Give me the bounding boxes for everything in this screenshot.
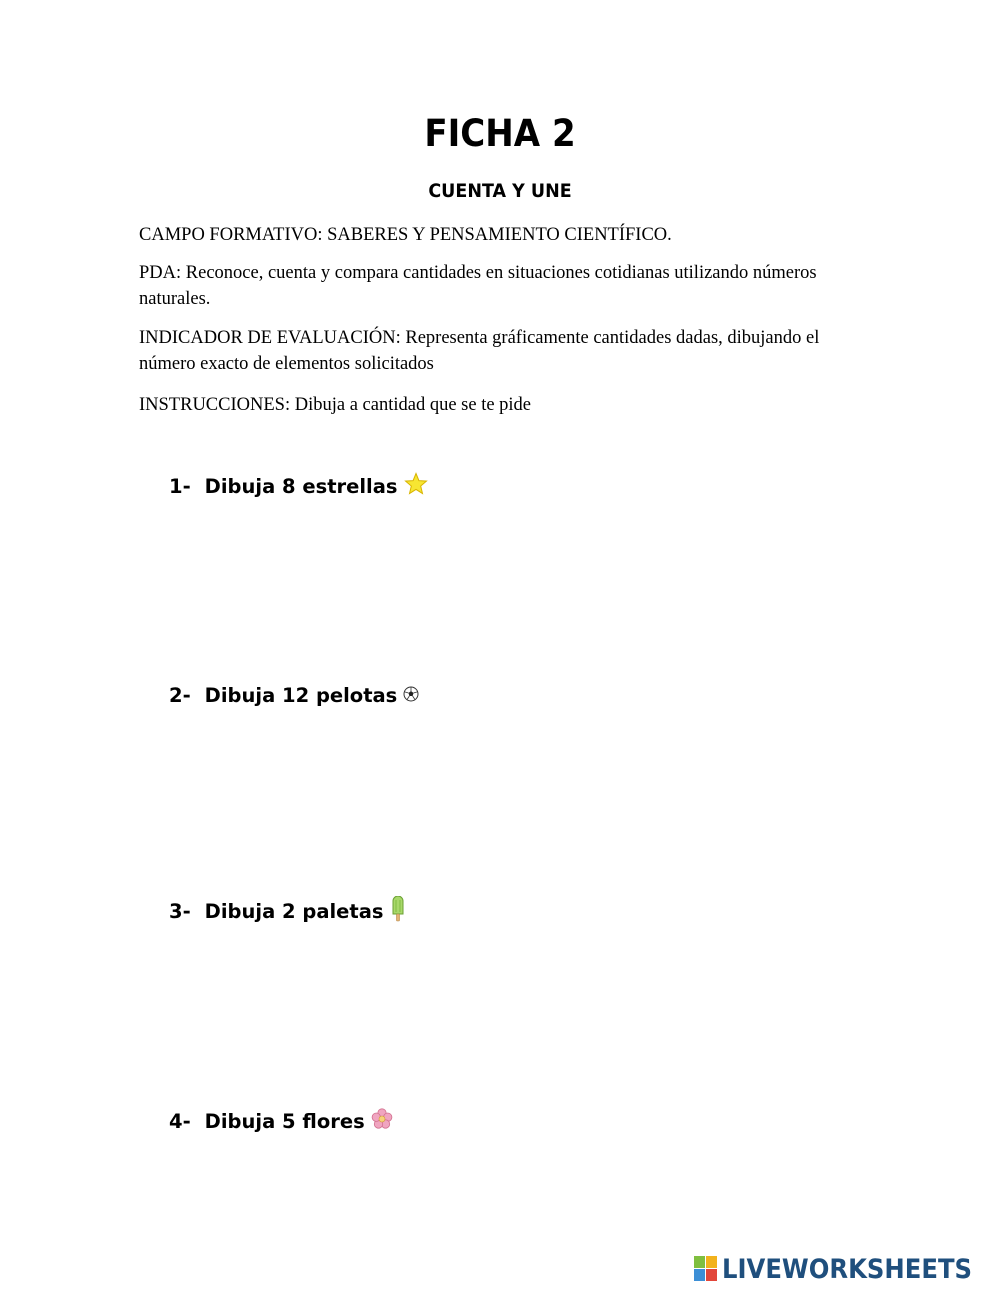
page-subtitle: CUENTA Y UNE [428,180,572,202]
task-item [169,1108,393,1135]
flower-icon [371,1108,393,1135]
task-number: 1- [169,475,191,498]
task-number: 2- [169,684,191,707]
soccer-ball-icon [403,684,419,707]
task-label: Dibuja 12 pelotas [204,684,398,707]
task-item [169,472,428,501]
pda-text: PDA: Reconoce, cuenta y compara cantidades en situaciones cotidianas utilizando números naturales. [139,263,817,309]
task-item [169,896,406,927]
task-number: 4- [169,1110,191,1133]
task-label: Dibuja 5 flores [204,1110,365,1133]
logo-text: LIVEWORKSHEETS [722,1253,973,1285]
liveworksheets-logo [694,1254,1000,1284]
popsicle-icon [390,896,406,927]
indicador-text: INDICADOR DE EVALUACIÓN: Representa gráficamente cantidades dadas, dibujando el número exacto de elementos solicitados [139,328,820,374]
task-label: Dibuja 2 paletas [204,900,384,923]
logo-blocks-icon [694,1256,718,1282]
campo-formativo: CAMPO FORMATIVO: SABERES Y PENSAMIENTO CIENTÍFICO. [139,225,672,245]
task-item [169,684,419,707]
instrucciones-text: INSTRUCCIONES: Dibuja a cantidad que se te pide [139,395,532,415]
task-label: Dibuja 8 estrellas [204,475,398,498]
task-number: 3- [169,900,191,923]
page-title: FICHA 2 [424,112,576,155]
star-icon [404,472,428,501]
